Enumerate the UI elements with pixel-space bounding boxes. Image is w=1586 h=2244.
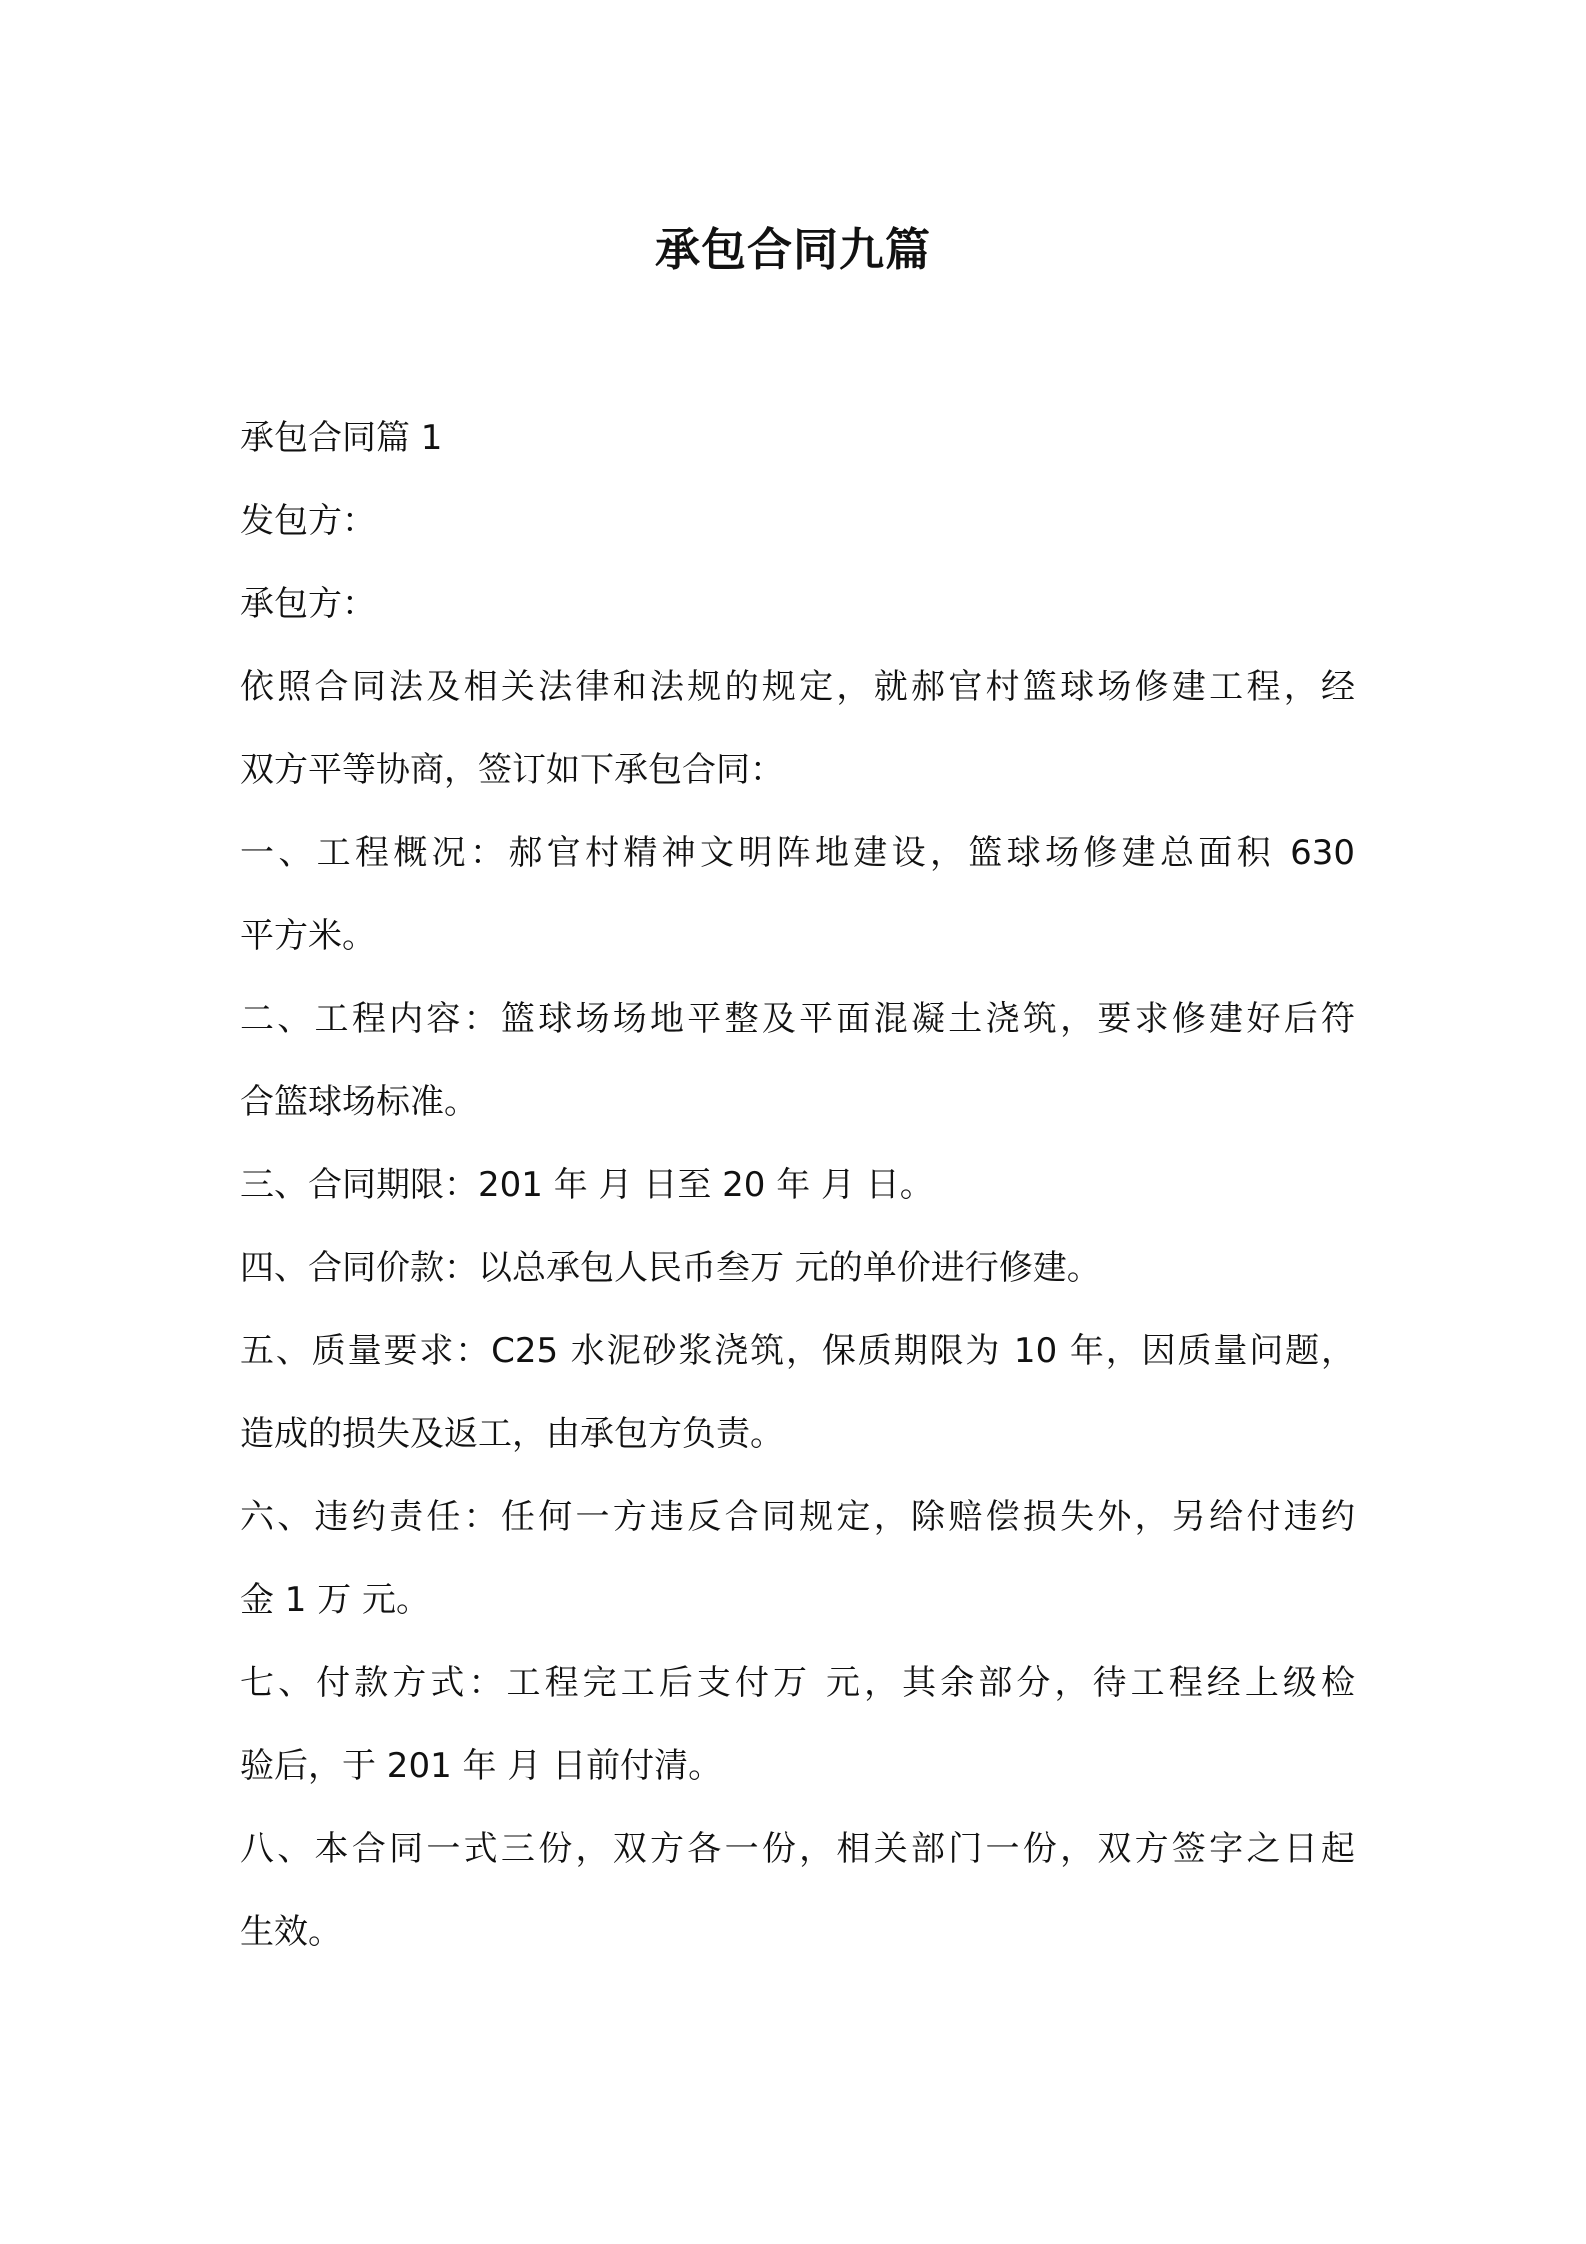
body-line: 验后，于 201 年 月 日前付清。 <box>240 1746 723 1786</box>
body-line: 八、本合同一式三份，双方各一份，相关部门一份，双方签字之日起 <box>240 1829 1355 1869</box>
document-body <box>240 397 1355 1974</box>
body-line: 二、工程内容：篮球场场地平整及平面混凝土浇筑，要求修建好后符 <box>240 999 1355 1039</box>
body-line: 生效。 <box>240 1912 342 1952</box>
body-line: 四、合同价款：以总承包人民币叁万 元的单价进行修建。 <box>240 1248 1101 1288</box>
body-line: 七、付款方式：工程完工后支付万 元，其余部分，待工程经上级检 <box>240 1663 1355 1703</box>
body-line: 金 1 万 元。 <box>240 1580 431 1620</box>
body-line: 承包方： <box>240 584 376 624</box>
body-line: 平方米。 <box>240 916 376 956</box>
body-line: 承包合同篇 1 <box>240 418 443 458</box>
body-line: 合篮球场标准。 <box>240 1082 478 1122</box>
body-line: 依照合同法及相关法律和法规的规定，就郝官村篮球场修建工程，经 <box>240 667 1355 707</box>
body-line: 造成的损失及返工，由承包方负责。 <box>240 1414 784 1454</box>
document-title: 承包合同九篇 <box>654 223 931 276</box>
body-line: 发包方： <box>240 501 376 541</box>
body-line: 一、工程概况：郝官村精神文明阵地建设，篮球场修建总面积 630 <box>240 833 1355 873</box>
body-line: 双方平等协商，签订如下承包合同： <box>240 750 784 790</box>
body-line: 五、质量要求：C25 水泥砂浆浇筑，保质期限为 10 年，因质量问题， <box>240 1331 1355 1371</box>
body-line: 六、违约责任：任何一方违反合同规定，除赔偿损失外，另给付违约 <box>240 1497 1355 1537</box>
body-line: 三、合同期限：201 年 月 日至 20 年 月 日。 <box>240 1165 934 1205</box>
